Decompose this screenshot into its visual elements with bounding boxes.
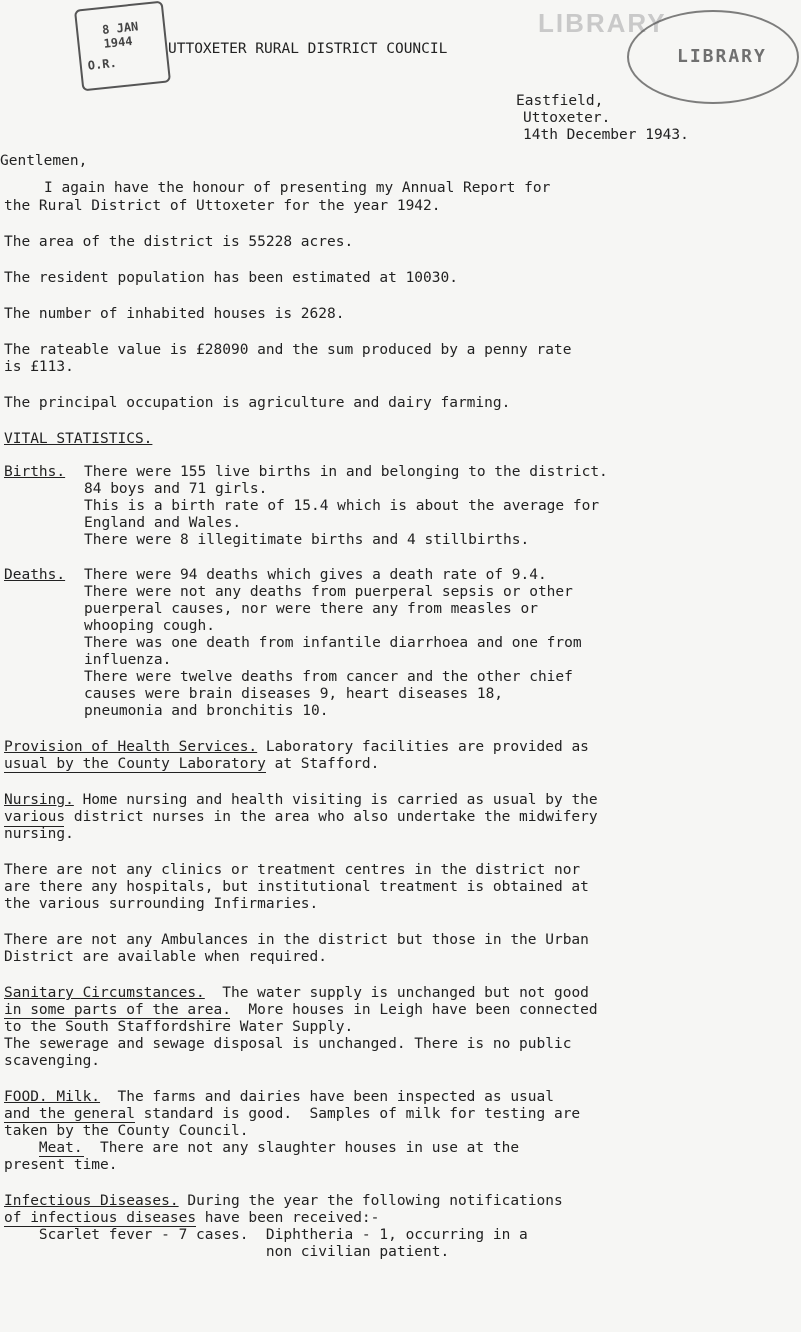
nursing-line: Home nursing and health visiting is carried as usual by the xyxy=(73,792,598,808)
provision-line: usual by the County Laboratory at Stafford. xyxy=(4,756,380,772)
deaths-line: influenza. xyxy=(84,652,172,668)
food-label: FOOD. Milk. xyxy=(4,1089,101,1105)
received-date-stamp xyxy=(74,1,171,92)
sanitary-line: The water supply is unchanged but not good xyxy=(204,985,589,1001)
provision-line: Laboratory facilities are provided as xyxy=(257,739,589,755)
clinics-line: are there any hospitals, but institutional treatment is obtained at xyxy=(4,879,589,895)
nursing-label: Nursing. xyxy=(4,792,74,808)
fact-population: The resident population has been estimated at 10030. xyxy=(4,270,458,286)
births-line: This is a birth rate of 15.4 which is about the average for xyxy=(84,498,600,514)
council-heading: UTTOXETER RURAL DISTRICT COUNCIL xyxy=(168,41,448,57)
deaths-line: whooping cough. xyxy=(84,618,215,634)
births-label: Births. xyxy=(4,464,66,480)
deaths-line: There were 94 deaths which gives a death rate of 9.4. xyxy=(84,567,547,583)
sanitary-line: to the South Staffordshire Water Supply. xyxy=(4,1019,354,1035)
fact-occupation: The principal occupation is agriculture and dairy farming. xyxy=(4,395,511,411)
fact-rateable-value: The rateable value is £28090 and the sum produced by a penny rate xyxy=(4,342,572,358)
food-line: The farms and dairies have been inspected as usual xyxy=(100,1089,554,1105)
intro-line-2: the Rural District of Uttoxeter for the year 1942. xyxy=(4,198,441,214)
deaths-line: There was one death from infantile diarrhoea and one from xyxy=(84,635,582,651)
clinics-line: There are not any clinics or treatment centres in the district nor xyxy=(4,862,581,878)
sanitary-line: The sewerage and sewage disposal is unchanged. There is no public xyxy=(4,1036,572,1052)
intro-line-1: I again have the honour of presenting my Annual Report for xyxy=(44,180,551,196)
sanitary-line: in some parts of the area. More houses in Leigh have been connected xyxy=(4,1002,598,1018)
provision-paragraph xyxy=(4,740,589,755)
ambulances-line: There are not any Ambulances in the district but those in the Urban xyxy=(4,932,589,948)
births-line: 84 boys and 71 girls. xyxy=(84,481,268,497)
nursing-paragraph xyxy=(4,793,598,808)
food-paragraph xyxy=(4,1090,554,1105)
sanitary-label: Sanitary Circumstances. xyxy=(4,985,205,1001)
births-line: There were 155 live births in and belonging to the district. xyxy=(84,464,608,480)
infectious-line: of infectious diseases have been received:- xyxy=(4,1210,380,1226)
deaths-line: causes were brain diseases 9, heart diseases 18, xyxy=(84,686,504,702)
ambulances-line: District are available when required. xyxy=(4,949,328,965)
births-line: There were 8 illegitimate births and 4 stillbirths. xyxy=(84,532,530,548)
nursing-line: various district nurses in the area who also undertake the midwifery xyxy=(4,809,598,825)
infectious-label: Infectious Diseases. xyxy=(4,1193,179,1209)
food-line: and the general standard is good. Samples of milk for testing are xyxy=(4,1106,581,1122)
infectious-paragraph xyxy=(4,1194,563,1209)
address-line-2: Uttoxeter. xyxy=(523,110,611,126)
clinics-line: the various surrounding Infirmaries. xyxy=(4,896,319,912)
food-line: taken by the County Council. xyxy=(4,1123,249,1139)
provision-label: Provision of Health Services. xyxy=(4,739,258,755)
deaths-line: puerperal causes, nor were there any from measles or xyxy=(84,601,538,617)
infectious-line: During the year the following notifications xyxy=(178,1193,563,1209)
infectious-line: Scarlet fever - 7 cases. Diphtheria - 1, occurring in a xyxy=(4,1227,528,1243)
address-date: 14th December 1943. xyxy=(523,127,689,143)
deaths-label: Deaths. xyxy=(4,567,66,583)
sanitary-paragraph xyxy=(4,986,589,1001)
library-stamp-label: LIBRARY xyxy=(677,46,767,67)
infectious-line: non civilian patient. xyxy=(4,1244,450,1260)
vital-statistics-heading: VITAL STATISTICS. xyxy=(4,431,153,447)
stamp-date: 8 JAN 1944 xyxy=(101,19,139,51)
deaths-line: pneumonia and bronchitis 10. xyxy=(84,703,329,719)
library-mark: LIBRARY xyxy=(538,8,667,38)
fact-houses: The number of inhabited houses is 2628. xyxy=(4,306,345,322)
library-oval-stamp xyxy=(627,10,799,104)
address-line-1: Eastfield, xyxy=(516,93,604,109)
fact-penny-rate: is £113. xyxy=(4,359,74,375)
stamp-mark: O.R. xyxy=(87,55,118,73)
food-line: present time. xyxy=(4,1157,118,1173)
salutation: Gentlemen, xyxy=(0,153,88,169)
births-line: England and Wales. xyxy=(84,515,242,531)
nursing-line: nursing. xyxy=(4,826,74,842)
deaths-line: There were not any deaths from puerperal sepsis or other xyxy=(84,584,573,600)
fact-area: The area of the district is 55228 acres. xyxy=(4,234,354,250)
food-line: Meat. There are not any slaughter houses in use at the xyxy=(4,1140,520,1156)
sanitary-line: scavenging. xyxy=(4,1053,101,1069)
provision-underline xyxy=(4,772,266,773)
deaths-line: There were twelve deaths from cancer and the other chief xyxy=(84,669,573,685)
